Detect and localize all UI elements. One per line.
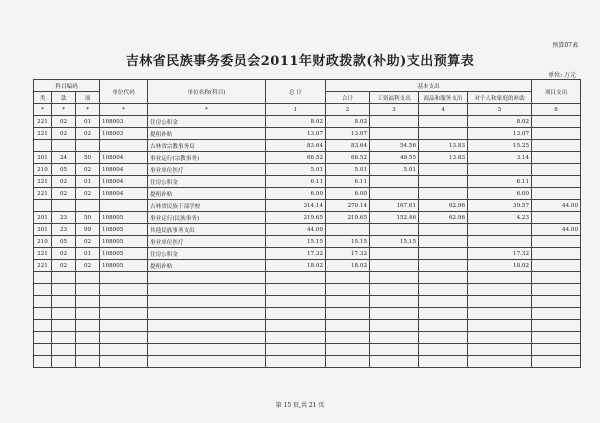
cell-total: 17.32 xyxy=(266,248,326,260)
cell-lei: 221 xyxy=(34,188,52,200)
cell-unit-name: 吉林省宗教事务局 xyxy=(148,140,266,152)
empty-cell xyxy=(370,320,419,332)
empty-cell xyxy=(326,356,370,368)
cell-total: 6.00 xyxy=(266,188,326,200)
empty-cell xyxy=(370,356,419,368)
cell-total: 15.15 xyxy=(266,236,326,248)
cell-subtotal: 17.32 xyxy=(326,248,370,260)
cell-goods: 62.96 xyxy=(419,200,468,212)
cell-wages: 49.55 xyxy=(370,152,419,164)
empty-row xyxy=(34,356,581,368)
cell-lei: 201 xyxy=(34,152,52,164)
empty-cell xyxy=(34,284,52,296)
empty-cell xyxy=(468,356,532,368)
empty-cell xyxy=(148,308,266,320)
cell-wages xyxy=(370,248,419,260)
cell-subtotal: 219.65 xyxy=(326,212,370,224)
cell-xiang: 50 xyxy=(76,212,100,224)
empty-cell xyxy=(34,344,52,356)
empty-cell xyxy=(76,272,100,284)
cell-unit-code xyxy=(100,200,148,212)
cell-project xyxy=(532,116,581,128)
cell-kuan: 24 xyxy=(52,152,76,164)
empty-cell xyxy=(76,332,100,344)
empty-cell xyxy=(34,332,52,344)
empty-cell xyxy=(266,296,326,308)
table-row xyxy=(34,116,581,128)
empty-cell xyxy=(532,332,581,344)
empty-cell xyxy=(419,272,468,284)
cell-subtotal: 6.00 xyxy=(326,188,370,200)
empty-cell xyxy=(148,320,266,332)
cell-subtotal: 18.02 xyxy=(326,260,370,272)
cell-subsidy xyxy=(468,164,532,176)
marker-cell: 5 xyxy=(468,104,532,116)
cell-xiang: 02 xyxy=(76,236,100,248)
empty-cell xyxy=(266,320,326,332)
cell-project xyxy=(532,152,581,164)
empty-cell xyxy=(468,308,532,320)
cell-goods: 13.83 xyxy=(419,152,468,164)
cell-subsidy: 15.25 xyxy=(468,140,532,152)
empty-cell xyxy=(100,272,148,284)
cell-xiang: 02 xyxy=(76,188,100,200)
marker-cell: * xyxy=(100,104,148,116)
cell-wages xyxy=(370,260,419,272)
cell-xiang: 02 xyxy=(76,164,100,176)
empty-cell xyxy=(52,320,76,332)
cell-lei: 221 xyxy=(34,260,52,272)
cell-subtotal: 15.15 xyxy=(326,236,370,248)
table-row xyxy=(34,200,581,212)
cell-goods xyxy=(419,164,468,176)
empty-cell xyxy=(532,308,581,320)
empty-cell xyxy=(52,308,76,320)
cell-lei: 210 xyxy=(34,236,52,248)
cell-subsidy: 6.11 xyxy=(468,176,532,188)
cell-xiang: 02 xyxy=(76,260,100,272)
cell-project xyxy=(532,260,581,272)
cell-subtotal: 83.64 xyxy=(326,140,370,152)
empty-cell xyxy=(266,308,326,320)
empty-cell xyxy=(532,344,581,356)
cell-unit-name: 事业单位医疗 xyxy=(148,164,266,176)
cell-total: 5.01 xyxy=(266,164,326,176)
table-row xyxy=(34,164,581,176)
empty-cell xyxy=(326,284,370,296)
header-wages: 工资福利支出 xyxy=(370,92,419,104)
empty-cell xyxy=(76,296,100,308)
cell-kuan: 02 xyxy=(52,128,76,140)
header-xiang: 项 xyxy=(76,92,100,104)
empty-cell xyxy=(326,320,370,332)
header-lei: 类 xyxy=(34,92,52,104)
empty-row xyxy=(34,308,581,320)
empty-cell xyxy=(468,284,532,296)
empty-cell xyxy=(100,284,148,296)
cell-unit-code: 108004 xyxy=(100,164,148,176)
empty-cell xyxy=(532,356,581,368)
cell-unit-code: 108003 xyxy=(100,128,148,140)
cell-unit-name: 提租补贴 xyxy=(148,260,266,272)
empty-cell xyxy=(52,272,76,284)
empty-cell xyxy=(419,308,468,320)
empty-cell xyxy=(52,296,76,308)
marker-cell: 3 xyxy=(370,104,419,116)
header-basic-group: 基本支出 xyxy=(326,80,532,92)
cell-kuan: 05 xyxy=(52,164,76,176)
cell-lei: 221 xyxy=(34,248,52,260)
cell-subtotal: 66.52 xyxy=(326,152,370,164)
cell-subtotal: 270.14 xyxy=(326,200,370,212)
cell-kuan xyxy=(52,140,76,152)
empty-cell xyxy=(76,320,100,332)
table-row xyxy=(34,260,581,272)
cell-xiang: 99 xyxy=(76,224,100,236)
cell-xiang xyxy=(76,140,100,152)
cell-unit-code: 108005 xyxy=(100,212,148,224)
cell-total: 83.64 xyxy=(266,140,326,152)
cell-kuan: 23 xyxy=(52,224,76,236)
empty-cell xyxy=(34,296,52,308)
empty-cell xyxy=(419,344,468,356)
empty-cell xyxy=(52,332,76,344)
marker-row xyxy=(34,104,581,116)
header-unit-code: 单位代码 xyxy=(100,80,148,104)
empty-row xyxy=(34,320,581,332)
cell-subsidy xyxy=(468,224,532,236)
empty-cell xyxy=(100,332,148,344)
cell-subtotal: 6.11 xyxy=(326,176,370,188)
table-row xyxy=(34,212,581,224)
empty-cell xyxy=(266,356,326,368)
empty-row xyxy=(34,332,581,344)
empty-cell xyxy=(468,296,532,308)
empty-cell xyxy=(468,320,532,332)
empty-cell xyxy=(266,344,326,356)
cell-xiang: 02 xyxy=(76,128,100,140)
cell-total: 13.07 xyxy=(266,128,326,140)
marker-cell: * xyxy=(76,104,100,116)
marker-cell: 6 xyxy=(532,104,581,116)
marker-cell: 2 xyxy=(326,104,370,116)
empty-cell xyxy=(468,344,532,356)
empty-cell xyxy=(370,344,419,356)
cell-total: 18.02 xyxy=(266,260,326,272)
empty-cell xyxy=(419,296,468,308)
cell-subsidy: 8.02 xyxy=(468,116,532,128)
cell-total: 219.65 xyxy=(266,212,326,224)
marker-cell: * xyxy=(52,104,76,116)
cell-kuan xyxy=(52,200,76,212)
table-body xyxy=(34,116,581,368)
header-subsidy: 对个人和家庭的补助 xyxy=(468,92,532,104)
cell-wages xyxy=(370,116,419,128)
budget-table xyxy=(33,79,581,368)
cell-wages: 15.15 xyxy=(370,236,419,248)
cell-project xyxy=(532,212,581,224)
empty-cell xyxy=(326,344,370,356)
empty-cell xyxy=(532,284,581,296)
empty-cell xyxy=(100,356,148,368)
cell-project xyxy=(532,176,581,188)
empty-cell xyxy=(266,332,326,344)
empty-cell xyxy=(148,296,266,308)
empty-cell xyxy=(370,308,419,320)
cell-unit-code: 108005 xyxy=(100,224,148,236)
cell-goods: 62.96 xyxy=(419,212,468,224)
table-row xyxy=(34,128,581,140)
empty-cell xyxy=(148,272,266,284)
empty-cell xyxy=(76,308,100,320)
table-row xyxy=(34,188,581,200)
cell-subtotal: 13.07 xyxy=(326,128,370,140)
cell-wages xyxy=(370,224,419,236)
header-kuan: 款 xyxy=(52,92,76,104)
cell-kuan: 02 xyxy=(52,248,76,260)
document-number: 预算07表 xyxy=(552,42,578,49)
empty-cell xyxy=(148,284,266,296)
marker-cell: 4 xyxy=(419,104,468,116)
marker-cell: 1 xyxy=(266,104,326,116)
cell-subsidy: 13.07 xyxy=(468,128,532,140)
cell-wages xyxy=(370,128,419,140)
cell-lei: 221 xyxy=(34,116,52,128)
cell-xiang: 01 xyxy=(76,176,100,188)
cell-goods xyxy=(419,188,468,200)
empty-cell xyxy=(532,296,581,308)
table-row xyxy=(34,224,581,236)
cell-project xyxy=(532,128,581,140)
empty-cell xyxy=(34,356,52,368)
empty-cell xyxy=(468,272,532,284)
empty-row xyxy=(34,272,581,284)
empty-cell xyxy=(419,320,468,332)
cell-unit-code: 108004 xyxy=(100,188,148,200)
cell-wages: 167.61 xyxy=(370,200,419,212)
empty-cell xyxy=(76,356,100,368)
empty-cell xyxy=(100,308,148,320)
unit-label: 单位: 万元 xyxy=(548,72,576,79)
cell-subtotal: 5.01 xyxy=(326,164,370,176)
empty-cell xyxy=(326,296,370,308)
cell-subsidy xyxy=(468,236,532,248)
cell-unit-name: 事业单位医疗 xyxy=(148,236,266,248)
cell-total: 314.14 xyxy=(266,200,326,212)
cell-project xyxy=(532,188,581,200)
cell-unit-code: 108004 xyxy=(100,176,148,188)
cell-goods xyxy=(419,260,468,272)
cell-project: 44.00 xyxy=(532,224,581,236)
header-unit-name: 单位名称(科目) xyxy=(148,80,266,104)
table-row xyxy=(34,176,581,188)
header-goods: 商品和服务支出 xyxy=(419,92,468,104)
cell-xiang: 01 xyxy=(76,116,100,128)
cell-xiang: 01 xyxy=(76,248,100,260)
empty-cell xyxy=(266,284,326,296)
cell-goods xyxy=(419,224,468,236)
empty-cell xyxy=(100,296,148,308)
empty-cell xyxy=(52,284,76,296)
table-row xyxy=(34,140,581,152)
empty-cell xyxy=(52,356,76,368)
empty-row xyxy=(34,284,581,296)
cell-unit-code xyxy=(100,140,148,152)
cell-goods: 13.83 xyxy=(419,140,468,152)
cell-lei xyxy=(34,200,52,212)
empty-cell xyxy=(34,272,52,284)
cell-subsidy: 18.02 xyxy=(468,260,532,272)
cell-kuan: 02 xyxy=(52,176,76,188)
cell-kuan: 02 xyxy=(52,116,76,128)
cell-project xyxy=(532,236,581,248)
page-title: 吉林省民族事务委员会2011年财政拨款(补助)支出预算表 xyxy=(125,54,475,69)
empty-cell xyxy=(326,272,370,284)
cell-wages: 54.56 xyxy=(370,140,419,152)
empty-cell xyxy=(100,320,148,332)
empty-cell xyxy=(532,272,581,284)
cell-goods xyxy=(419,128,468,140)
cell-subsidy: 39.57 xyxy=(468,200,532,212)
cell-total: 8.02 xyxy=(266,116,326,128)
cell-unit-name: 其他民族事务支出 xyxy=(148,224,266,236)
cell-subsidy: 4.23 xyxy=(468,212,532,224)
empty-cell xyxy=(419,284,468,296)
cell-unit-name: 提租补贴 xyxy=(148,128,266,140)
empty-cell xyxy=(76,284,100,296)
cell-xiang: 50 xyxy=(76,152,100,164)
empty-cell xyxy=(468,332,532,344)
cell-wages: 5.01 xyxy=(370,164,419,176)
cell-unit-name: 住房公积金 xyxy=(148,116,266,128)
cell-unit-code: 108005 xyxy=(100,260,148,272)
cell-unit-name: 提租补贴 xyxy=(148,188,266,200)
cell-wages xyxy=(370,176,419,188)
cell-subsidy: 3.14 xyxy=(468,152,532,164)
header-row-1 xyxy=(34,80,581,92)
empty-cell xyxy=(76,344,100,356)
empty-cell xyxy=(370,284,419,296)
cell-lei: 221 xyxy=(34,128,52,140)
empty-row xyxy=(34,296,581,308)
table-row xyxy=(34,152,581,164)
empty-cell xyxy=(34,308,52,320)
cell-kuan: 02 xyxy=(52,260,76,272)
cell-project xyxy=(532,140,581,152)
cell-lei: 201 xyxy=(34,224,52,236)
cell-unit-name: 吉林省民族干部学校 xyxy=(148,200,266,212)
table-row xyxy=(34,236,581,248)
empty-cell xyxy=(419,332,468,344)
empty-cell xyxy=(370,296,419,308)
cell-unit-code: 108003 xyxy=(100,116,148,128)
empty-cell xyxy=(34,320,52,332)
empty-cell xyxy=(370,332,419,344)
empty-cell xyxy=(148,356,266,368)
cell-goods xyxy=(419,236,468,248)
empty-cell xyxy=(532,320,581,332)
cell-total: 44.00 xyxy=(266,224,326,236)
page-footer: 第 15 页,共 21 页 xyxy=(275,402,325,409)
header-code-group: 科目编码 xyxy=(34,80,100,92)
cell-kuan: 02 xyxy=(52,188,76,200)
empty-cell xyxy=(148,332,266,344)
cell-project xyxy=(532,164,581,176)
cell-unit-name: 住房公积金 xyxy=(148,248,266,260)
cell-goods xyxy=(419,116,468,128)
cell-kuan: 05 xyxy=(52,236,76,248)
empty-cell xyxy=(370,272,419,284)
cell-goods xyxy=(419,176,468,188)
cell-lei: 201 xyxy=(34,212,52,224)
cell-unit-code: 108005 xyxy=(100,248,148,260)
cell-wages: 152.46 xyxy=(370,212,419,224)
cell-unit-code: 108005 xyxy=(100,236,148,248)
cell-goods xyxy=(419,248,468,260)
cell-unit-name: 住房公积金 xyxy=(148,176,266,188)
cell-subtotal xyxy=(326,224,370,236)
cell-subsidy: 17.32 xyxy=(468,248,532,260)
cell-project: 44.00 xyxy=(532,200,581,212)
empty-cell xyxy=(326,332,370,344)
header-total: 总 计 xyxy=(266,80,326,104)
cell-project xyxy=(532,248,581,260)
cell-unit-name: 事业运行(民族事务) xyxy=(148,212,266,224)
empty-cell xyxy=(326,308,370,320)
cell-unit-name: 事业运行(宗教事务) xyxy=(148,152,266,164)
empty-cell xyxy=(100,344,148,356)
cell-lei xyxy=(34,140,52,152)
cell-xiang xyxy=(76,200,100,212)
empty-cell xyxy=(419,356,468,368)
empty-cell xyxy=(266,272,326,284)
header-project: 项目支出 xyxy=(532,80,581,104)
marker-cell: * xyxy=(148,104,266,116)
empty-cell xyxy=(148,344,266,356)
cell-subtotal: 8.02 xyxy=(326,116,370,128)
empty-row xyxy=(34,344,581,356)
marker-cell: * xyxy=(34,104,52,116)
cell-subsidy: 6.00 xyxy=(468,188,532,200)
cell-kuan: 23 xyxy=(52,212,76,224)
cell-lei: 210 xyxy=(34,164,52,176)
cell-wages xyxy=(370,188,419,200)
header-subtotal: 合计 xyxy=(326,92,370,104)
empty-cell xyxy=(52,344,76,356)
cell-total: 66.52 xyxy=(266,152,326,164)
cell-total: 6.11 xyxy=(266,176,326,188)
cell-unit-code: 108004 xyxy=(100,152,148,164)
cell-lei: 221 xyxy=(34,176,52,188)
table-row xyxy=(34,248,581,260)
